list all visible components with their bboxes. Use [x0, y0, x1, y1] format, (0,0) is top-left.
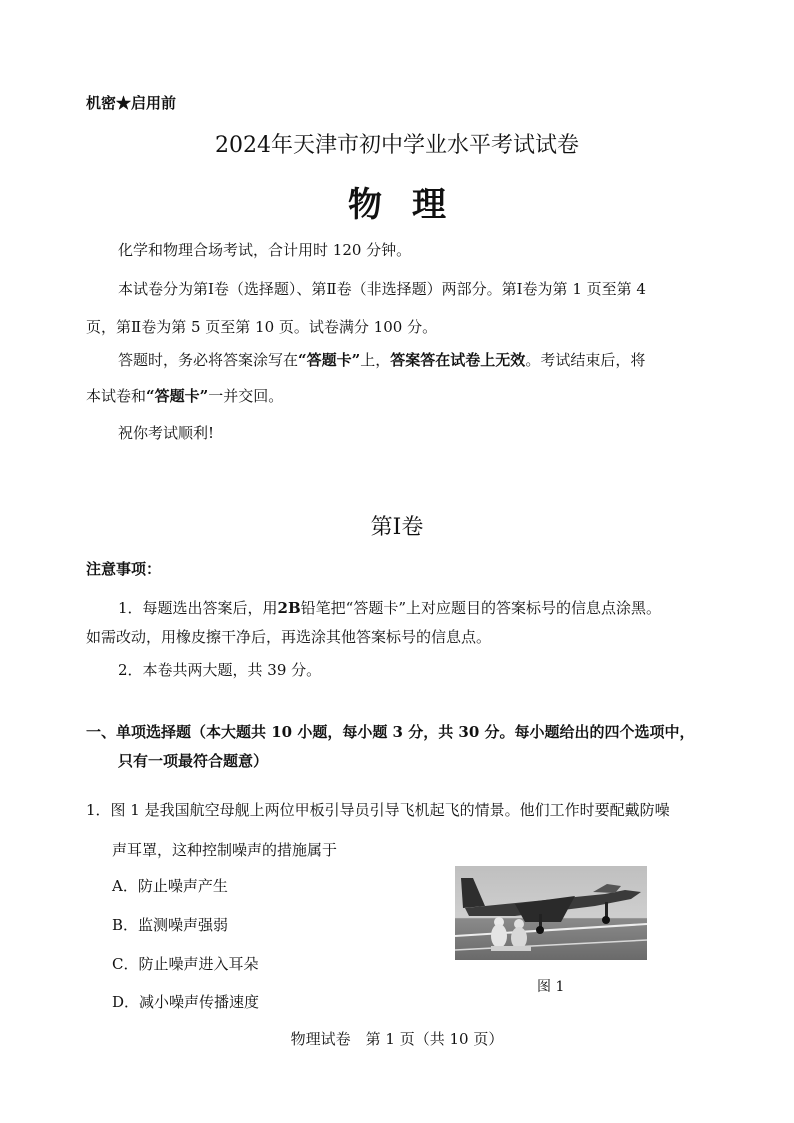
jet-illustration — [455, 866, 647, 960]
question-1-stem-line-2: 声耳罩，这种控制噪声的措施属于 — [112, 841, 338, 859]
figure-1-caption: 图 1 — [537, 979, 565, 995]
notes-heading: 注意事项： — [86, 560, 162, 578]
intro-paragraph-3-line-1 — [118, 350, 645, 370]
note-text: 铅笔把“答题卡”上对应题目的答案标号的信息点涂黑。 — [300, 599, 662, 617]
option-d: D．减小噪声传播速度 — [112, 993, 260, 1011]
note-1-line-1 — [118, 598, 661, 618]
page-footer: 物理试卷 第 1 页（共 10 页） — [290, 1030, 504, 1048]
option-a: A．防止噪声产生 — [112, 877, 228, 895]
note-2: 2．本卷共两大题，共 39 分。 — [118, 661, 322, 679]
question-1-stem-line-1: 1．图 1 是我国航空母舰上两位甲板引导员引导飞机起飞的情景。他们工作时要配戴防噪 — [86, 801, 670, 819]
note-text: 1．每题选出答案后，用 — [118, 599, 278, 617]
good-luck-text: 祝你考试顺利! — [118, 424, 215, 442]
intro-text: 本试卷和 — [86, 387, 147, 405]
invalid-answer-emphasis: 答案答在试卷上无效 — [390, 351, 526, 369]
intro-text: 。考试结束后，将 — [525, 351, 646, 369]
note-1-line-2: 如需改动，用橡皮擦干净后，再选涂其他答案标号的信息点。 — [86, 628, 492, 646]
section-1-heading-line-2: 只有一项最符合题意） — [118, 752, 269, 770]
exam-title: 2024年天津市初中学业水平考试试卷 — [215, 133, 579, 158]
intro-paragraph-2-line-1: 本试卷分为第Ⅰ卷（选择题）、第Ⅱ卷（非选择题）两部分。第Ⅰ卷为第 1 页至第 4 — [118, 280, 646, 298]
intro-text: 答题时，务必将答案涂写在 — [118, 351, 299, 369]
figure-1-photo — [455, 866, 647, 960]
option-c: C．防止噪声进入耳朵 — [112, 955, 259, 973]
intro-paragraph-3-line-2 — [86, 386, 283, 406]
subject-title: 物理 — [348, 185, 476, 225]
intro-paragraph-1: 化学和物理合场考试，合计用时 120 分钟。 — [118, 241, 412, 259]
volume-title: 第Ⅰ卷 — [370, 515, 424, 540]
secret-label: 机密★启用前 — [86, 94, 177, 112]
intro-paragraph-2-line-2: 页，第Ⅱ卷为第 5 页至第 10 页。试卷满分 100 分。 — [86, 318, 438, 336]
pencil-type: 2B — [277, 599, 301, 617]
answer-card-emphasis: “答题卡” — [298, 351, 361, 369]
intro-text: 上， — [360, 351, 391, 369]
intro-text: 一并交回。 — [208, 387, 284, 405]
answer-card-emphasis: “答题卡” — [146, 387, 209, 405]
option-b: B．监测噪声强弱 — [112, 916, 229, 934]
section-1-heading-line-1: 一、单项选择题（本大题共 10 小题，每小题 3 分，共 30 分。每小题给出的四个选项中， — [86, 723, 695, 741]
